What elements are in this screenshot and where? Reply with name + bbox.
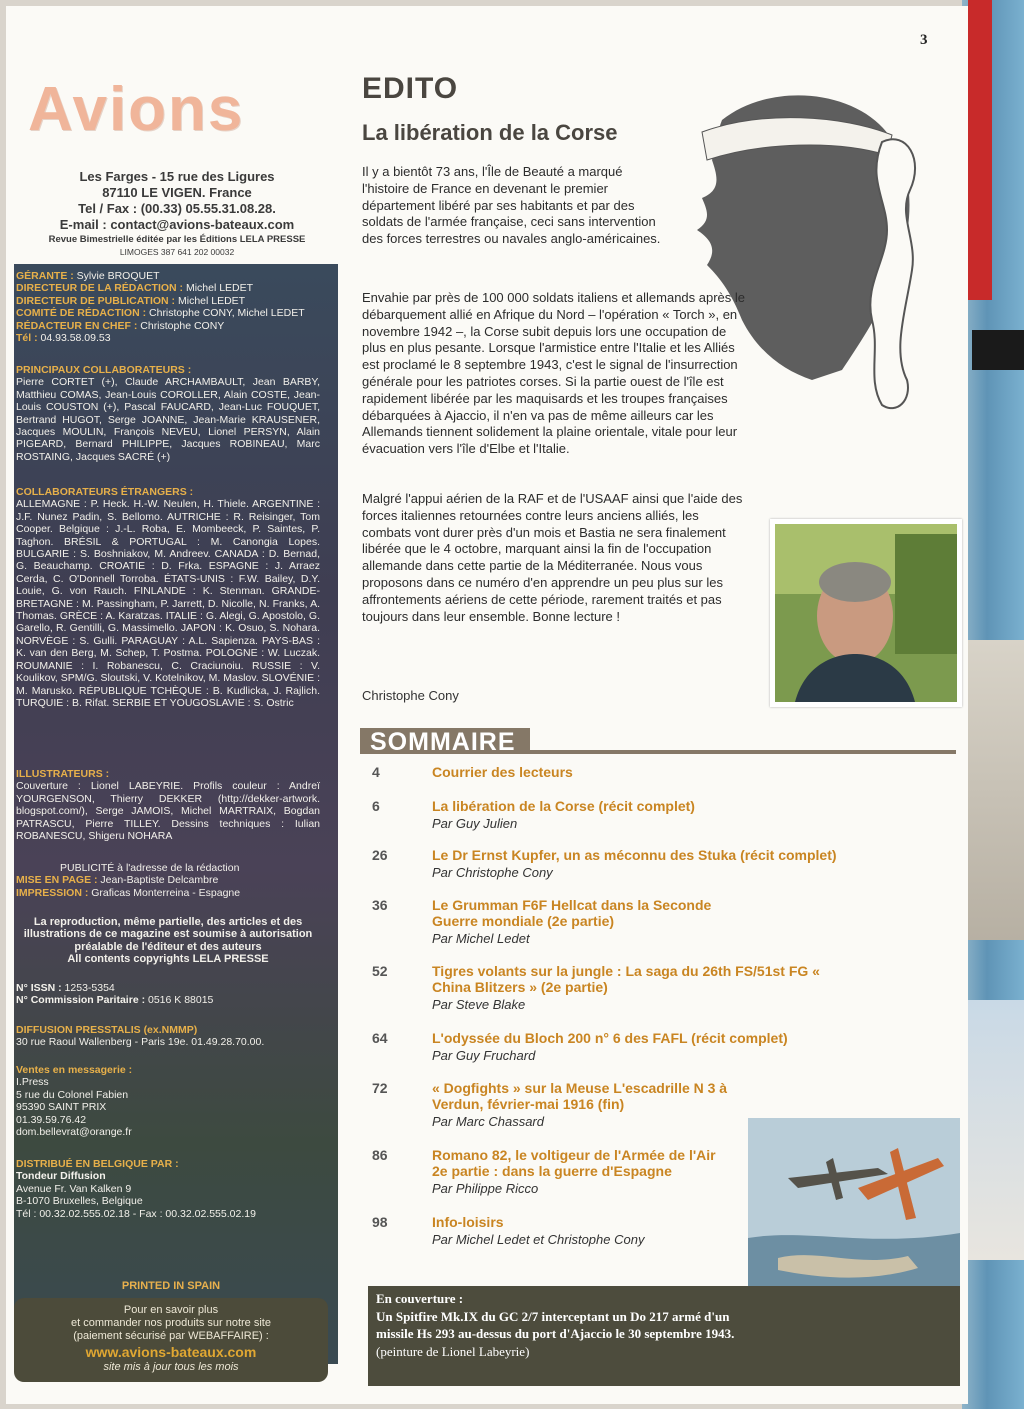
toc-title[interactable]: « Dogfights » sur la Meuse L'escadrille N 3 à Verdun, février-mai 1916 (fin) bbox=[432, 1080, 728, 1112]
issn-section: N° ISSN : 1253-5354 N° Commission Paritaire : 0516 K 88015 bbox=[16, 982, 214, 1007]
staff-list: GÉRANTE : Sylvie BROQUET DIRECTEUR DE LA RÉDACTION : Michel LEDET DIRECTEUR DE PUBLICATION : Michel LEDET COMITÉ DE RÉDACTION : Christophe CONY, Michel LEDET RÉDACTEUR EN CHEF : Christophe CONY Tél : 04.93.58.09.53 bbox=[16, 270, 305, 345]
toc-page: 72 bbox=[372, 1080, 388, 1096]
toc-author: Par Guy Fruchard bbox=[432, 1048, 536, 1063]
toc-author: Par Guy Julien bbox=[432, 816, 518, 831]
toc-title[interactable]: L'odyssée du Bloch 200 n° 6 des FAFL (récit complet) bbox=[432, 1030, 788, 1046]
cover-painting-thumbnail bbox=[748, 1118, 960, 1296]
reproduction-notice: La reproduction, même partielle, des articles et des illustrations de ce magazine est soumise à autorisation préalable de l'éditeur et des auteurs All contents copyrights LELA PRESSE bbox=[23, 916, 313, 966]
etrangers-section: COLLABORATEURS ÉTRANGERS : ALLEMAGNE : P. Heck. H.-W. Neulen, H. Thiele. ARGENTINE : J.F. Nunez Padin, S. Bellomo. AUTRICHE : R. Reisinger, Tom Cooper. Belgique : J.-L. Roba, E. Mombeeck, P. Saintes, P. Taghon. BRÉSIL & PORTUGAL : M. Canongia Lopes. BULGARIE : S. Boshniakov, M. Andreev. CANADA : D. Bernad, G. Beauchamp. CROATIE : D. Frka. ESPAGNE : J. Arraez Cerda, C. O'Donnell Torroba. ÉTATS-UNIS : F.W. Bailey, D.Y. Louie, G. von Rauch. FINLANDE : K. Stenman. GRANDE-BRETAGNE : M. Passingham, P. Jarrett, D. Nicolle, N. Franks, A. Thomas. GRÈCE : A. Karatzas. ITALIE : G. Alegi, G. Apostolo, G. Garello, R. Gentilli, G. Massimello. JAPON : K. Osuo, S. Nohara. NORVÈGE : S. Gulli. PARAGUAY : A.L. Sapienza. PAYS-BAS : K. van den Berg, M. Schep, T. Postma. POLOGNE : W. Luczak. ROUMANIE : I. Robanescu, C. Craciunoiu. RUSSIE : V. Koulikov, SPM/G. Sloutski, V. Kotelnikov, M. Maslov. SLOVÉNIE : M. Marusko. RÉPUBLIQUE TCHÈQUE : B. Kudlicka, J. Rajlich. TURQUIE : B. Rifat. SERBIE ET YOUGOSLAVIE : S. Ostric bbox=[16, 486, 320, 709]
toc-title[interactable]: Le Dr Ernst Kupfer, un as méconnu des Stuka (récit complet) bbox=[432, 847, 837, 863]
edito-subtitle: La libération de la Corse bbox=[362, 120, 618, 145]
toc-title[interactable]: Le Grumman F6F Hellcat dans la Seconde Guerre mondiale (2e partie) bbox=[432, 897, 712, 929]
edito-signature: Christophe Cony bbox=[362, 688, 459, 703]
toc-title[interactable]: La libération de la Corse (récit complet) bbox=[432, 798, 695, 814]
page-number: 3 bbox=[920, 32, 928, 48]
toc-author: Par Christophe Cony bbox=[432, 865, 553, 880]
toc-author: Par Steve Blake bbox=[432, 997, 526, 1012]
production-section: PUBLICITÉ à l'adresse de la rédaction MISE EN PAGE : Jean-Baptiste Delcambre IMPRESSION : Graficas Monterreina - Espagne bbox=[16, 862, 241, 899]
website-promo: Pour en savoir plus et commander nos produits sur notre site (paiement sécurisé par WEBAFFAIRE) : www.avions-bateaux.com site mis à jour tous les mois bbox=[14, 1298, 328, 1382]
toc-page: 52 bbox=[372, 963, 388, 979]
cover-caption: En couverture : Un Spitfire Mk.IX du GC 2/7 interceptant un Do 217 armé d'un missile Hs 293 au-dessus du port d'Ajaccio le 30 septembre 1943. (peinture de Lionel Labeyrie) bbox=[376, 1291, 735, 1359]
toc-title[interactable]: Info-loisirs bbox=[432, 1214, 504, 1230]
toc-page: 6 bbox=[372, 798, 380, 814]
magazine-page bbox=[6, 6, 968, 1404]
edito-paragraph-3: Malgré l'appui aérien de la RAF et de l'USAAF ainsi que l'aide des forces italiennes retournées contre leurs anciens alliés, les combats vont durer près d'un mois et Bastia ne sera finalement libérée que le 4 octobre, marquant ainsi la fin de l'occupation allemande dans cette partie de la Méditerranée. Nous vous proposons dans ce numéro d'en apprendre un peu plus sur les affrontements aériens de cette période, rarement traités et pas toujours dans leur ensemble. Bonne lecture ! bbox=[362, 491, 743, 624]
toc-title[interactable]: Courrier des lecteurs bbox=[432, 764, 573, 780]
toc-page: 4 bbox=[372, 764, 380, 780]
website-link[interactable]: www.avions-bateaux.com bbox=[85, 1344, 257, 1360]
belgique-section: DISTRIBUÉ EN BELGIQUE PAR : Tondeur Diffusion Avenue Fr. Van Kalken 9 B-1070 Bruxelles, Belgique Tél : 00.32.02.555.02.18 - Fax : 00.32.02.555.02.19 bbox=[16, 1158, 256, 1220]
toc-page: 36 bbox=[372, 897, 388, 913]
printed-in: PRINTED IN SPAIN bbox=[121, 1280, 221, 1292]
collaborateurs-section: PRINCIPAUX COLLABORATEURS : Pierre CORTET (+), Claude ARCHAMBAULT, Jean BARBY, Matthieu COMAS, Jean-Louis COROLLER, Alain COSTE, Jean-Louis COUSTON (+), Pascal FAUCARD, Jean-Luc FOUQUET, Bertrand HUGOT, Serge JOANNE, Jean-Marie KRAUSENER, Jacques MOULIN, François NEVEU, Lionel PERSYN, Alain PIGEARD, Bernard PHILIPPE, Jacques ROBINEAU, Marc ROSTAING, Jacques SACRÉ (+) bbox=[16, 364, 320, 463]
toc-page: 64 bbox=[372, 1030, 388, 1046]
edito-paragraph-2: Envahie par près de 100 000 soldats italiens et allemands après le débarquement allié en Afrique du Nord – l'opération « Torch », en novembre 1942 –, la Corse subit depuis lors une occupation de plus en plus pesante. Lorsque l'armistice entre l'Italie et les Alliés est proclamé le 8 septembre 1943, c'est le signal de l'insurrection générale pour les patriotes corses. Si la partie ouest de l'île est rapidement libérée par les maquisards et les troupes françaises débarquées à Ajaccio, il n'en va pas de même ailleurs car les Allemands tiennent solidement la plaine orientale, vitale pour leur évacuation vers l'île d'Elbe et l'Italie. bbox=[362, 290, 746, 457]
toc-author: Par Marc Chassard bbox=[432, 1114, 544, 1129]
toc-title[interactable]: Romano 82, le voltigeur de l'Armée de l'Air 2e partie : dans la guerre d'Espagne bbox=[432, 1147, 716, 1179]
adjacent-page-edge bbox=[962, 0, 1024, 1409]
edito-heading: EDITO bbox=[362, 72, 459, 105]
toc-author: Par Philippe Ricco bbox=[432, 1181, 539, 1196]
edito-paragraph-1: Il y a bientôt 73 ans, l'Île de Beauté a marqué l'histoire de France en devenant le premier département libéré par ses habitants et par des soldats de l'armée française, ceci sans intervention des forces terrestres ou navales anglo-américaines. bbox=[362, 164, 661, 247]
toc-page: 98 bbox=[372, 1214, 388, 1230]
illustrateurs-section: ILLUSTRATEURS : Couverture : Lionel LABEYRIE. Profils couleur : Andreï YOURGENSON, Thierry DEKKER (http://dekker-artwork. blogspot.com/), Serge JAMOIS, Michel MARTRAIX, Bogdan PATRASCU, Pierre TILLEY. Dessins techniques : Iulian ROBANESCU, Shigeru NOHARA bbox=[16, 768, 320, 843]
toc-author: Par Michel Ledet et Christophe Cony bbox=[432, 1232, 645, 1247]
toc-page: 86 bbox=[372, 1147, 388, 1163]
diffusion-section: DIFFUSION PRESSTALIS (ex.NMMP) 30 rue Raoul Wallenberg - Paris 19e. 01.49.28.70.00. bbox=[16, 1024, 265, 1049]
messagerie-section: Ventes en messagerie : I.Press 5 rue du Colonel Fabien 95390 SAINT PRIX 01.39.59.76.42 dom.bellevrat@orange.fr bbox=[16, 1064, 133, 1139]
sommaire-heading: SOMMAIRE bbox=[370, 728, 516, 756]
author-photo bbox=[770, 519, 962, 707]
toc-title[interactable]: Tigres volants sur la jungle : La saga du 26th FS/51st FG « China Blitzers » (2e partie) bbox=[432, 963, 820, 995]
toc-author: Par Michel Ledet bbox=[432, 931, 530, 946]
avions-logo: Avions bbox=[28, 75, 245, 144]
publisher-address: Les Farges - 15 rue des Ligures 87110 LE VIGEN. France Tel / Fax : (00.33) 05.55.31.08.28. E-mail : contact@avions-bateaux.com Revue Bimestrielle éditée par les Éditions LELA PRESSE LIMOGES 387 641 202 00032 bbox=[48, 169, 306, 257]
toc-page: 26 bbox=[372, 847, 388, 863]
